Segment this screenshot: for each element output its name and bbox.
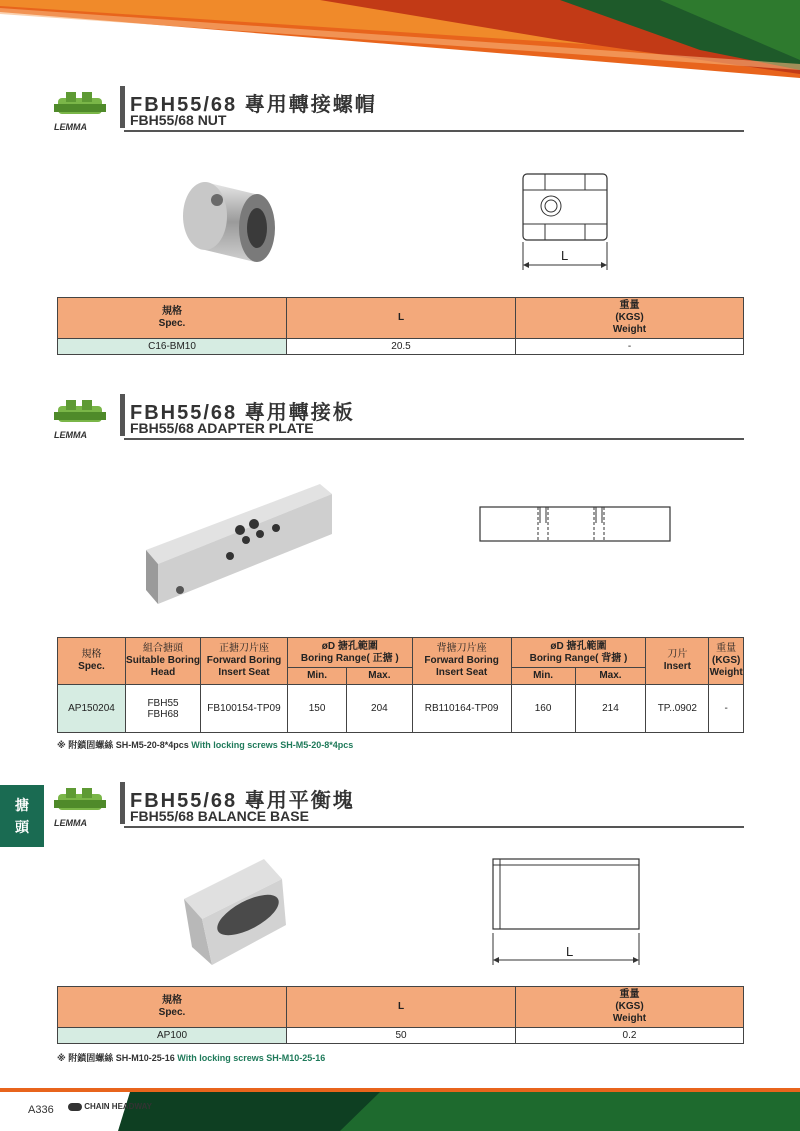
- brand-logo: [68, 1102, 152, 1111]
- balance-base-note: [57, 1051, 325, 1064]
- cell-fwd-max: 204: [347, 685, 412, 733]
- section-header-balance-base: [52, 788, 744, 832]
- side-tab-char-1: 搪: [15, 797, 29, 813]
- chain-headway-icon: [68, 1103, 82, 1111]
- logo-text: LEMMA: [54, 818, 87, 828]
- cell-spec: C16-BM10: [58, 339, 287, 355]
- header-spec: [58, 298, 287, 339]
- cell-insert: TP..0902: [646, 685, 709, 733]
- note-en: With locking screws SH-M10-25-16: [177, 1053, 326, 1063]
- nut-photo: [175, 172, 285, 272]
- header-range2-b: Boring Range( 背搪 ): [529, 652, 628, 664]
- header-head-en: Suitable Boring Head: [126, 655, 200, 678]
- adapter-plate-note: [57, 738, 353, 751]
- header-range1-b: Boring Range( 正搪 ): [300, 652, 399, 664]
- cell-weight: -: [516, 339, 744, 355]
- header-rule: [124, 438, 744, 440]
- adapter-plate-spec-table: [57, 637, 744, 733]
- balance-base-spec-table: [57, 986, 744, 1044]
- logo-text: LEMMA: [54, 122, 87, 132]
- cell-spec: AP100: [58, 1028, 287, 1044]
- header-max: Max.: [347, 668, 412, 685]
- cell-head: FBH55 FBH68: [126, 685, 201, 733]
- nut-spec-table: [57, 297, 744, 355]
- balance-base-photo: [178, 855, 288, 970]
- header-spec-cn: 規格 Spec.: [158, 306, 186, 329]
- cell-fwd-seat: FB100154-TP09: [201, 685, 288, 733]
- section-title-en: FBH55/68 ADAPTER PLATE: [130, 420, 314, 436]
- header-bar: [120, 782, 125, 824]
- section-title-en: FBH55/68 NUT: [130, 112, 227, 128]
- cell-spec: AP150204: [58, 685, 126, 733]
- header-bar: [120, 394, 125, 436]
- header-spec-text: 規格 Spec.: [158, 995, 186, 1018]
- cell-l: 20.5: [287, 339, 516, 355]
- header-l-text: L: [397, 312, 405, 323]
- brand-text: CHAIN HEADWAY: [84, 1102, 152, 1111]
- lemma-logo: [52, 788, 112, 832]
- cell-l: 50: [287, 1028, 516, 1044]
- header-spec-cn: 規格: [81, 649, 102, 660]
- cell-rev-max: 214: [575, 685, 646, 733]
- header-spec-en: Spec.: [78, 661, 105, 672]
- header-weight-text: 重量 (KGS) Weight: [612, 300, 647, 335]
- header-rev-en: Forward Boring Insert Seat: [424, 655, 499, 678]
- lemma-logo: [52, 92, 112, 136]
- cell-rev-seat: RB110164-TP09: [412, 685, 511, 733]
- header-weight-cn: 重量: [716, 643, 737, 654]
- section-title-cn: FBH55/68 專用轉接板: [130, 402, 355, 424]
- header-min: Min.: [511, 668, 575, 685]
- section-header-adapter-plate: [52, 400, 744, 444]
- header-bar: [120, 86, 125, 128]
- header-l: [287, 298, 516, 339]
- section-title-cn: FBH55/68 專用平衡塊: [130, 790, 355, 812]
- section-header-nut: [52, 92, 744, 136]
- cell-rev-min: 160: [511, 685, 575, 733]
- header-rule: [124, 130, 744, 132]
- adapter-plate-drawing: [478, 505, 674, 545]
- page-number: A336: [28, 1104, 54, 1116]
- header-insert-en: Insert: [663, 661, 691, 672]
- side-tab-char-2: 頭: [15, 819, 29, 835]
- header-rev-cn: 背搪刀片座: [436, 643, 487, 654]
- balance-base-dimension-label: L: [566, 944, 574, 959]
- cell-fwd-min: 150: [288, 685, 347, 733]
- cell-weight: -: [709, 685, 744, 733]
- category-side-tab[interactable]: [0, 785, 44, 847]
- header-l-text: L: [397, 1001, 405, 1012]
- adapter-plate-photo: [140, 480, 335, 610]
- header-range1-a: øD 搪孔範圍: [321, 640, 378, 652]
- section-title-en: FBH55/68 BALANCE BASE: [130, 808, 309, 824]
- table-row: [58, 339, 744, 355]
- note-cn: ※ 附鎖固螺絲 SH-M10-25-16: [57, 1053, 178, 1063]
- logo-text: LEMMA: [54, 430, 87, 440]
- table-row: [58, 1028, 744, 1044]
- header-weight: [516, 298, 744, 339]
- section-title-cn: FBH55/68 專用轉接螺帽: [130, 94, 377, 116]
- note-en: With locking screws SH-M5-20-8*4pcs: [191, 740, 354, 750]
- note-cn: ※ 附鎖固螺絲 SH-M5-20-8*4pcs: [57, 740, 192, 750]
- nut-dimension-label: L: [561, 248, 569, 263]
- header-min: Min.: [288, 668, 347, 685]
- header-fwd-cn: 正搪刀片座: [219, 643, 269, 654]
- table-row: [58, 685, 744, 733]
- lemma-logo: [52, 400, 112, 444]
- cell-weight: 0.2: [516, 1028, 744, 1044]
- header-head-cn: 組合搪頭: [143, 643, 183, 654]
- header-weight-en: Weight: [709, 667, 743, 678]
- header-range2-a: øD 搪孔範圍: [550, 640, 607, 652]
- top-banner: [0, 0, 800, 80]
- header-weight-text: 重量 (KGS) Weight: [612, 989, 647, 1024]
- header-max: Max.: [575, 668, 646, 685]
- header-fwd-en: Forward Boring Insert Seat: [206, 655, 282, 678]
- header-insert-cn: 刀片: [667, 649, 688, 660]
- header-weight-unit: (KGS): [712, 655, 741, 666]
- header-rule: [124, 826, 744, 828]
